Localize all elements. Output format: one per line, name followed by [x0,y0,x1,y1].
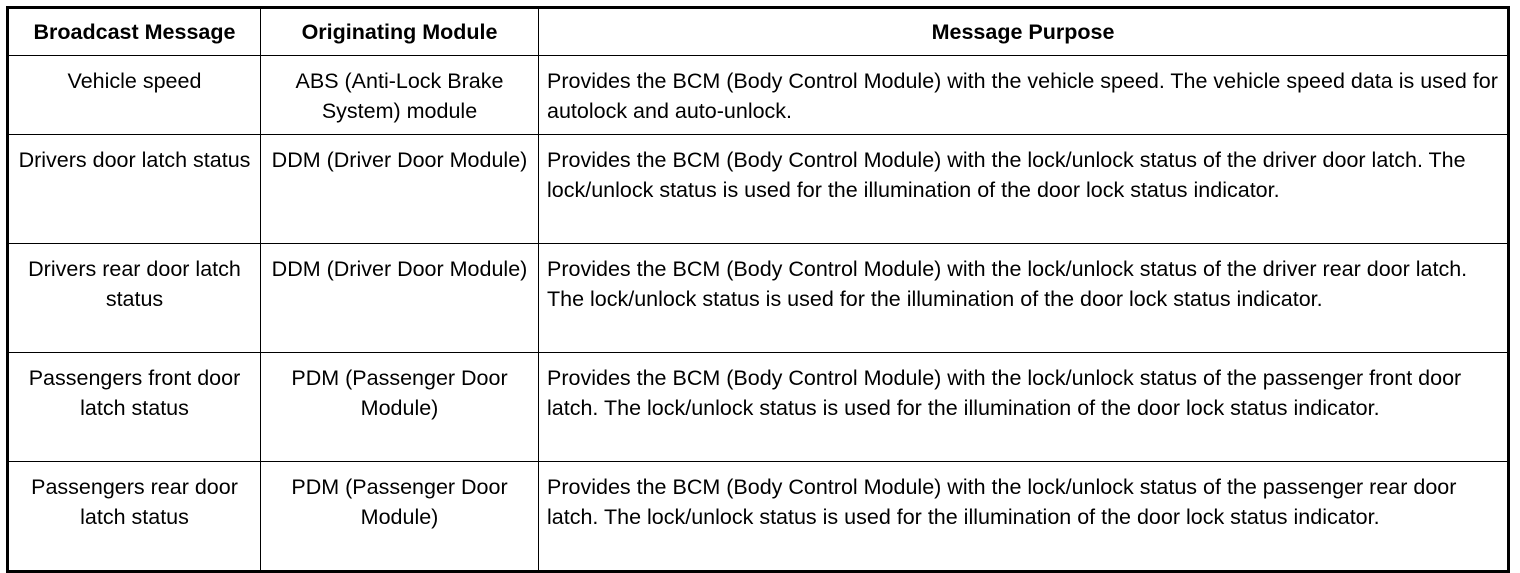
cell-originating-module: PDM (Passenger Door Module) [261,353,539,462]
cell-broadcast-message: Drivers rear door latch status [8,244,261,353]
header-message-purpose: Message Purpose [539,8,1509,56]
cell-broadcast-message: Passengers front door latch status [8,353,261,462]
cell-message-purpose: Provides the BCM (Body Control Module) with the vehicle speed. The vehicle speed data is used for autolock and auto-unlock. [539,56,1509,135]
cell-message-purpose: Provides the BCM (Body Control Module) with the lock/unlock status of the passenger front door latch. The lock/unlock status is used for the illumination of the door lock status indicator. [539,353,1509,462]
cell-broadcast-message: Passengers rear door latch status [8,462,261,572]
cell-broadcast-message: Drivers door latch status [8,135,261,244]
cell-message-purpose: Provides the BCM (Body Control Module) with the lock/unlock status of the driver door latch. The lock/unlock status is used for the illumination of the door lock status indicator. [539,135,1509,244]
table-row [8,135,1509,244]
table-header [8,8,1509,56]
table-row [8,56,1509,135]
cell-originating-module: DDM (Driver Door Module) [261,244,539,353]
header-row [8,8,1509,56]
cell-broadcast-message: Vehicle speed [8,56,261,135]
cell-originating-module: PDM (Passenger Door Module) [261,462,539,572]
cell-message-purpose: Provides the BCM (Body Control Module) with the lock/unlock status of the driver rear door latch. The lock/unlock status is used for the illumination of the door lock status indicator. [539,244,1509,353]
cell-message-purpose: Provides the BCM (Body Control Module) with the lock/unlock status of the passenger rear door latch. The lock/unlock status is used for the illumination of the door lock status indicator. [539,462,1509,572]
table-row [8,353,1509,462]
broadcast-message-table [6,6,1510,573]
cell-originating-module: ABS (Anti-Lock Brake System) module [261,56,539,135]
header-originating-module: Originating Module [261,8,539,56]
table-row [8,244,1509,353]
cell-originating-module: DDM (Driver Door Module) [261,135,539,244]
table-row [8,462,1509,572]
table-body [8,56,1509,572]
header-broadcast-message: Broadcast Message [8,8,261,56]
